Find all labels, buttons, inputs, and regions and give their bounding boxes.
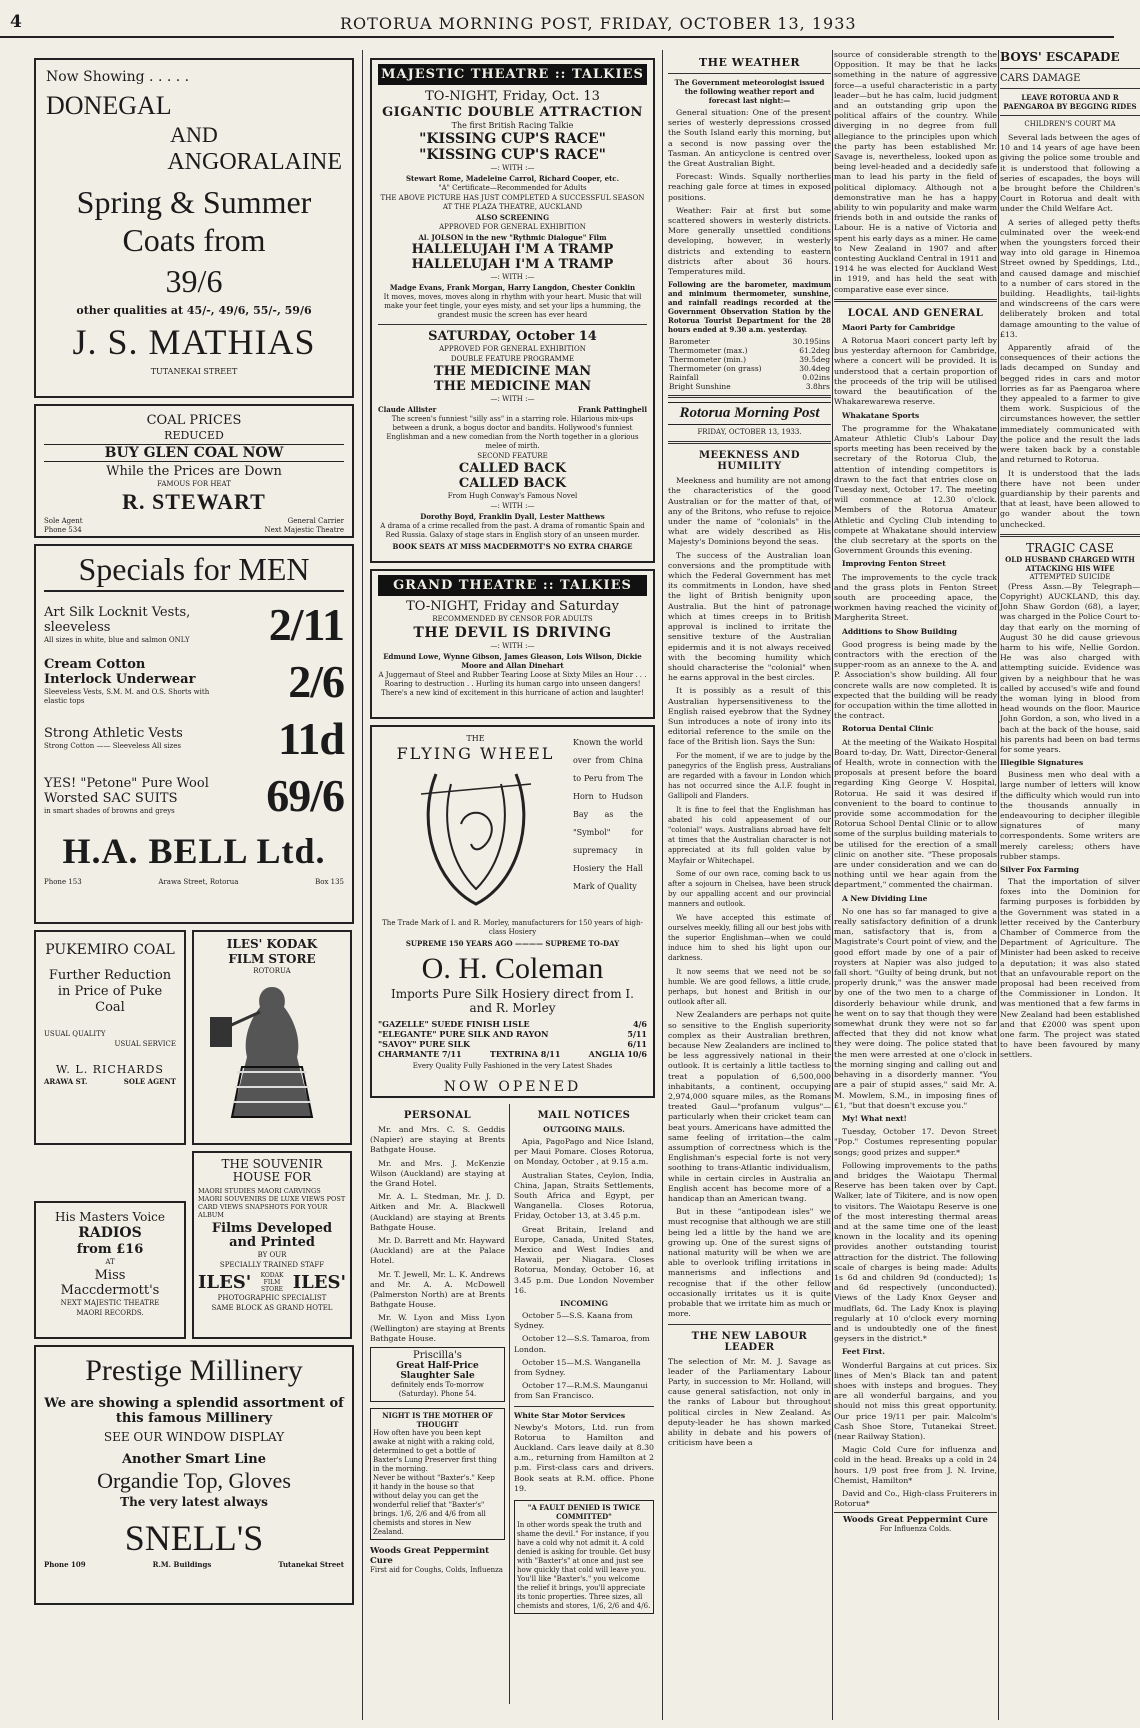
hosiery-line <box>378 1039 647 1049</box>
at-text: AT <box>105 1258 115 1266</box>
organdie-gloves: Organdie Top, Gloves <box>97 1468 291 1493</box>
local-general-heading: LOCAL AND GENERAL <box>847 307 984 319</box>
imports: Imports Pure Silk Hosiery direct from I. and R. Morley <box>391 987 634 1015</box>
window-display: SEE OUR WINDOW DISPLAY <box>103 1430 285 1444</box>
maori-figure-illustration <box>202 977 342 1127</box>
item-desc: Sleeveless Vests, S.M. M. and O.S. Shorts with elastic tops <box>44 688 210 705</box>
personal-item: Mr. and Mrs. J. McKenzie Wilson (Auckland) are staying at the Grand Hotel. <box>370 1158 505 1189</box>
news-subhead: A New Dividing Line <box>842 893 928 903</box>
old-husband: OLD HUSBAND CHARGED WITH ATTACKING HIS WIFE <box>1005 554 1135 573</box>
weather-paragraph: General situation: One of the present series of westerly depressions crossed the South Island early this morning, but a second is now passing over the Tasman. An anticyclone is centred over the Great Australian Bight. <box>668 108 831 169</box>
personal-item: Mr. A. L. Stedman, Mr. J. D. Aitken and Mr. A. Blackwell (Auckland) are staying at Brents Bathgate House. <box>370 1192 505 1232</box>
blurb: A drama of a crime recalled from the past. A drama of romantic Spain and Red Russia. Galaxy of stage stars in English story of an unseen murder. <box>380 522 645 539</box>
other-qualities: other qualities at 45/-, 49/6, 55/-, 59/6 <box>76 304 312 317</box>
rm-buildings: R.M. Buildings <box>152 1560 212 1569</box>
editorial-quote: It is fine to feel that the Englishman has abated his cold appeasement of our "colonial" ways. Australians abroad have felt at times that the Australian character is not appreciated at its full golden value by Mayfair or Whitechapel. <box>668 805 831 865</box>
item-name: Strong Athletic Vests <box>44 726 183 741</box>
weather-row <box>668 373 831 382</box>
news-item: Wonderful Bargains at cut prices. Six lines of Men's Black tan and patent shoes with insteps and brogues. They are all wonderful bargains, and you should not miss this great opportunity. Our price 19/11 per pair. Malcolm's Cash Shoe Store, Tutanekai Street. (near Railway Station). <box>834 1360 997 1441</box>
boys-escapade-heading: BOYS' ESCAPADE <box>1000 50 1120 64</box>
photographic-specialist: PHOTOGRAPHIC SPECIALIST <box>217 1294 327 1302</box>
mail-notice: Great Britain, Ireland and Europe, Canada, United States, Mexico and West Indies and Hawaii, per Niagara. Closes Rotorua, Monday, October 16, at 3.45 p.m. Due London November 16. <box>514 1224 654 1295</box>
film-title: HALLELUJAH I'M A TRAMP <box>411 242 614 257</box>
personal-heading: PERSONAL <box>403 1110 472 1121</box>
hosiery-name: TEXTRINA 8/11 <box>489 1049 561 1059</box>
also-screening: ALSO SCREENING <box>475 213 550 222</box>
film-title: CALLED BACK <box>458 476 567 491</box>
arawa-st: ARAWA ST. <box>44 1077 88 1086</box>
masthead: Rotorua Morning Post <box>668 402 831 425</box>
and-text: AND <box>170 122 218 147</box>
item-name: Art Silk Locknit Vests, sleeveless <box>44 604 191 635</box>
mathias-street: TUTANEKAI STREET <box>150 367 238 376</box>
incoming: INCOMING <box>560 1299 608 1309</box>
bell-item-3 <box>44 712 344 765</box>
baxter-text: In other words speak the truth and shame the devil." For instance, if you have a cold why not admit it. A cold denied is asking for trouble. Get busy with "Baxter's" at once and just see how quickly that cold will leave you. You'll like "Baxter's." you welcome the relief it brings, you'll appreciate its tonic properties. Three sizes, all chemists and stores, 1/6, 2/6 and 4/6. <box>517 1521 651 1611</box>
film-title: THE MEDICINE MAN <box>433 379 592 394</box>
snell-street: Tutanekai Street <box>278 1560 344 1569</box>
iles-logo-right: ILES' <box>292 1272 346 1293</box>
hosiery-line <box>378 1029 647 1039</box>
editorial-paragraph: But in these "antipodean isles" we must recognise that although we are still being led a little by the hand we are growing up. One of the surest signs of national maturity will be when we are able to overlook trifling irritations in mannerisms and inflections and recognise that if the other fellow occasionally irritates us it is quite probable that we irritate him as much or more. <box>668 1207 831 1319</box>
white-star-text: Newby's Motors, Ltd. run from Rotorua to Hamilton and Auckland. Cars leave daily at 8.30 a.m., returning from Hamilton at 2 p.m. First-class cars and drivers. Book seats at R.M. office. Phone 19. <box>514 1422 654 1493</box>
film-title: HALLELUJAH I'M A TRAMP <box>411 257 614 272</box>
news-subhead: Additions to Show Building <box>842 626 958 636</box>
woods-cure: Woods Great Peppermint Cure <box>834 1512 997 1525</box>
news-item: Good progress is being made by the contractors with the erection of the supper-room as an annexe to the A. and P. Association's show building. All four concrete walls are now completed. It is expected that the building will be ready for occupation within the time allotted in the contract. <box>834 639 997 721</box>
labour-continued: source of considerable strength to the Opposition. It may be that he lacks something in the nature of aggressive force—a useful characteristic in a party leader—but he has calm, lucid judgment and an outstanding grip upon the political affairs of the country. While diverging in no degree from full allegiance to the principles upon which the party has been established Mr. Savage is, nevertheless, looked upon as being level-headed and a decidedly safe man to lead his party in the field of political diplomacy. Although not a demonstrative man he has a happy ability to win popularity and make warm friends both in and outside the ranks of Labour. He is a native of Victoria and spent his early days as a miner. He came to New Zealand in 1907 and after contesting Auckland Central in 1911 and 1914 he was elected for Auckland West in 1919, and has held the seat with comparative ease ever since. <box>834 50 997 294</box>
usual-quality: USUAL QUALITY <box>44 1030 106 1038</box>
priscillas-ad <box>370 1347 505 1402</box>
news-item: (Press Assn.—By Telegraph—Copyright) AUCKLAND, this day. John Shaw Gordon (68), a layer, was charged in the Police Court to-day that early on the morning of August 30 he did cause grievous harm to his wife, Nellie Gordon. He was also charged with attempting suicide. Evidence was given by a neighbour that he was called by accused's wife and found the woman lying in blood from head wounds on the floor. Maurice John Gordon, a son, who lived in a bach at the back of the house, said his parents had been on bad terms for some years. <box>1000 581 1140 754</box>
bell-street: Arawa Street, Rotorua <box>158 878 239 886</box>
incoming-item: October 5—S.S. Kaana from Sydney. <box>514 1311 633 1331</box>
editorial-paragraph: The success of the Australian loan conversions and the promptitude with which the Federal Government has met its commitments in London, have shed the light of British benignity upon Australia. But the hint of patronage which at times creeps in to British approval is inclined to irritate the sensitive texture of the Australian epidermis and it is not always received with the becoming humility which should characterise the "colonial" when he earns approval in the best circles. <box>668 550 831 683</box>
item-price: 11d <box>277 713 344 764</box>
editorial-quote: For the moment, if we are to judge by the panegyrics of the English press, Australians are regarded with a favour in London which has not occurred since the A.I.F. fought in Gallipoli and Flanders. <box>668 751 831 801</box>
blurb: A Juggernaut of Steel and Rubber Tearing Loose at Sixty Miles an Hour . . . Roaring to destruction . . Hurling its human cargo into unseen dangers! There's a new kind of excitement in this hurricane of action and laughter! <box>378 671 647 697</box>
fully-fashioned: Every Quality Fully Fashioned in the very Latest Shades <box>412 1062 613 1070</box>
incoming-item: October 17—R.M.S. Maunganui from San Francisco. <box>514 1381 648 1401</box>
iles-kodak: ILES' KODAK <box>226 937 318 951</box>
film-title: CALLED BACK <box>458 461 567 476</box>
specials-for-men: Specials for MEN <box>44 551 344 592</box>
snell-ad <box>34 1345 354 1605</box>
cast: Stewart Rome, Madeleine Carrol, Richard Cooper, etc. <box>405 174 620 183</box>
with: —: WITH :— <box>490 502 535 510</box>
outgoing-mails: OUTGOING MAILS. <box>543 1125 625 1134</box>
tonight: TO-NIGHT, Friday, Oct. 13 <box>425 89 600 104</box>
kodak-film-store: KODAK FILM STORE <box>260 1272 284 1293</box>
miss-macdermott: Miss Maccdermott's <box>60 1268 160 1298</box>
weather-paragraph: Forecast: Winds. Squally northerlies reaching gale force at times in exposed positions. <box>668 172 831 202</box>
news-subhead: Maori Party for Cambridge <box>842 322 956 332</box>
hosiery-line <box>378 1019 647 1029</box>
news-item: At the meeting of the Waikato Hospital Board to-day, Dr. Watt, Director-General of Health, wrote in connection with the proposals at present before the board regarding King George V. Hospital, Rotorua. He said it was desired if convenient to the board to continue to provide some accommodation for the Rotorua School Dental Clinic or to allow some of the surplus building materials to be utilised for the erection of a small clinic on another site. "These proposals are under consideration and we can do nothing until we hear again from the department," commented the chairman. <box>834 737 997 890</box>
hosiery-name: "GAZELLE" SUEDE FINISH LISLE <box>378 1019 530 1029</box>
sale-ends: definitely ends To-morrow (Saturday). Phone 54. <box>391 1381 484 1399</box>
item-name: Cream Cotton Interlock Underwear <box>44 657 196 687</box>
cars-damaged: CARS DAMAGE <box>1000 73 1081 84</box>
trained-staff: SPECIALLY TRAINED STAFF <box>219 1261 325 1269</box>
hosiery-line <box>378 1049 647 1059</box>
hosiery-name: ANGLIA 10/6 <box>588 1049 647 1059</box>
mail-column <box>514 1104 654 1704</box>
bell-item-1 <box>44 598 344 651</box>
grand-banner: GRAND THEATRE :: TALKIES <box>378 575 647 596</box>
usual-service: USUAL SERVICE <box>114 1040 176 1048</box>
news-item: A series of alleged petty thefts culminated over the week-end when the youngsters forced their way into old garage in Hinemoa Street owned by Speddings, Ltd., and caused damage and mischief to a number of cars stored in the building. Headlights, tail-lights and windscreens of the cars were deliberately broken and total damage amounting to the value of £13. <box>1000 217 1140 339</box>
personal-item: Mr. and Mrs. C. S. Geddis (Napier) are staying at Brents Bathgate House. <box>370 1125 505 1155</box>
now-showing: Now Showing . . . . . <box>46 69 190 85</box>
column-2 <box>370 58 655 1718</box>
editorial-paragraph: The selection of Mr. M. J. Savage as leader of the Parliamentary Labour Party, in succession to Mr. Holland, will cause general satisfaction, not only in the ranks of Labour but throughout political circles in New Zealand. As deputy-leader he has shown marked ability in debate and his powers of criticism have been a <box>668 1356 831 1448</box>
weather-cell: 3.8hrs <box>805 382 830 392</box>
coat-price: 39/6 <box>165 263 223 299</box>
coal-prices: COAL PRICES <box>146 413 242 428</box>
page-title: ROTORUA MORNING POST, FRIDAY, OCTOBER 13, 1933 <box>340 14 857 33</box>
bell-item-4 <box>44 769 344 822</box>
donegal: DONEGAL <box>46 91 172 120</box>
mail-heading: MAIL NOTICES <box>537 1110 631 1121</box>
begging-rides: LEAVE ROTORUA AND R PAENGAROA BY BEGGING RIDES <box>1003 93 1137 111</box>
while-prices-down: While the Prices are Down <box>106 464 282 479</box>
another-line: Another Smart Line <box>121 1452 267 1467</box>
with: —: WITH :— <box>490 273 535 281</box>
weather-intro: The Government meteorologist issued the following weather report and forecast last night:— <box>674 78 825 105</box>
radios: RADIOS <box>78 1225 142 1241</box>
news-subhead: Improving Fenton Street <box>842 559 946 569</box>
racing-talkie: The first British Racing Talkie <box>451 121 574 130</box>
baxter-text: How often have you been kept awake at night with a raking cold, determined to get a bottle of Baxter's Lung Preserver first thing in the morning. <box>373 1429 497 1474</box>
weather-cell: Thermometer (min.) <box>669 355 747 365</box>
bell-ad <box>34 544 354 924</box>
personal-item: Mr. D. Barrett and Mr. Hayward (Auckland) are at the Palace Hotel. <box>370 1236 505 1266</box>
now-opened: NOW OPENED <box>443 1079 582 1095</box>
item-name: YES! "Petone" Pure Wool Worsted SAC SUITS <box>44 775 209 806</box>
cast: Claude Allister <box>378 405 437 414</box>
weather-cell: Rainfall <box>669 373 699 383</box>
general-carrier: General Carrier <box>287 517 344 525</box>
film-store: FILM STORE <box>228 952 316 966</box>
stewart-phone: Phone 534 <box>44 526 82 534</box>
weather-row <box>668 364 831 373</box>
certificate: "A" Certificate—Recommended for Adults <box>438 184 587 192</box>
with: —: WITH :— <box>490 395 535 403</box>
snell-phone: Phone 109 <box>44 1560 86 1569</box>
mail-notice: Australian States, Ceylon, India, China, Japan, Straits Settlements, South Africa and Egypt, per Wanganella. Closes Rotorua, Friday, October 13, at 3.45 p.m. <box>514 1170 654 1221</box>
souvenir-ad <box>192 1151 352 1339</box>
incoming-item: October 15—M.S. Wanganella from Sydney. <box>514 1357 641 1378</box>
season-note: THE ABOVE PICTURE HAS JUST COMPLETED A SUCCESSFUL SEASON AT THE PLAZA THEATRE, AUCKLAND <box>380 194 645 211</box>
grand-tonight: TO-NIGHT, Friday and Saturday <box>406 599 619 614</box>
weather-cell: 61.2deg <box>799 346 830 356</box>
childrens-court: CHILDREN'S COURT MA <box>1024 120 1116 128</box>
priscillas: Priscilla's <box>413 1350 462 1362</box>
news-subhead: Feet First. <box>842 1347 885 1357</box>
majestic-ad <box>370 58 655 563</box>
weather-cell: 30.4deg <box>799 364 830 374</box>
column-5 <box>1000 50 1140 1720</box>
buy-glen-coal: BUY GLEN COAL NOW <box>44 444 344 462</box>
weather-cell: Thermometer (max.) <box>669 346 748 356</box>
hosiery-price: 4/6 <box>632 1019 647 1029</box>
personal-item: Mr. W. Lyon and Miss Lyon (Wellington) are staying at Brents Bathgate House. <box>370 1313 505 1343</box>
weather-readings-table <box>668 337 831 391</box>
the-text: THE <box>466 734 485 743</box>
item-desc: All sizes in white, blue and salmon ONLY <box>44 635 190 644</box>
famous-for-heat: FAMOUS FOR HEAT <box>157 480 231 488</box>
with: —: WITH :— <box>490 642 535 650</box>
editorial-heading: MEEKNESS AND HUMILITY <box>698 450 801 473</box>
latest-always: The very latest always <box>120 1495 268 1509</box>
book-seats: BOOK SEATS AT MISS MACDERMOTT'S NO EXTRA CHARGE <box>392 542 633 551</box>
page-number: 4 <box>10 12 22 32</box>
next-majestic: Next Majestic Theatre <box>264 526 344 534</box>
news-item: Tuesday, October 17. Devon Street "Pop." Costumes representing popular songs; good prizes and supper.* <box>834 1127 997 1157</box>
weather-row <box>668 382 831 391</box>
editorial-paragraph: Meekness and humility are not among the characteristics of the good Australian or for the matter of that, of any of the Britons, who refuse to rejoice under the name of "colonials" in the what are widely described as His Majesty's Dominions beyond the seas. <box>668 476 831 547</box>
mathias-name: J. S. MATHIAS <box>72 322 316 362</box>
pukemiro-sole-agent: SOLE AGENT <box>123 1077 176 1086</box>
films-developed: Films Developed and Printed <box>211 1221 333 1250</box>
further-reduction: Further Reduction in Price of Puke Coal <box>48 968 172 1015</box>
supreme: SUPREME 150 YEARS AGO ———— SUPREME TO-DAY <box>405 939 620 948</box>
flying-wheel-logo <box>378 733 573 918</box>
cast: Edmund Lowe, Wynne Gibson, James Gleason, Lois Wilson, Dickie Moore and Allan Dinehart <box>383 652 642 670</box>
reduced: REDUCED <box>164 429 224 442</box>
iles-kodak-ad <box>192 930 352 1145</box>
film-title: THE DEVIL IS DRIVING <box>413 625 612 641</box>
night-mother: NIGHT IS THE MOTHER OF THOUGHT <box>382 1411 493 1430</box>
hosiery-name: "ELEGANTE" PURE SILK AND RAYON <box>378 1029 549 1039</box>
flying-wheel-icon <box>416 764 536 914</box>
bell-phone: Phone 153 <box>44 878 82 886</box>
news-item: Several lads between the ages of 10 and 14 years of age have been giving the police some trouble and it is understood that following a series of escapades, the boys will be brought before the Children's Court in Rotorua and dealt with under the Child Welfare Act. <box>1000 133 1140 214</box>
grand-ad <box>370 569 655 719</box>
hosiery-price: 5/11 <box>627 1029 647 1039</box>
item-price: 2/11 <box>268 599 344 650</box>
weather-cell: 39.5deg <box>799 355 830 365</box>
weather-cell: Bright Sunshine <box>669 382 731 392</box>
double-attraction: GIGANTIC DOUBLE ATTRACTION <box>382 105 643 120</box>
weather-cell: Barometer <box>669 337 710 347</box>
column-4 <box>834 50 997 1720</box>
mail-notice: Apia, PagoPago and Nice Island, per Maui Pomare. Closes Rotorua, on Monday, October , at 9.15 a.m. <box>514 1137 654 1167</box>
blurb: It moves, moves, moves along in rhythm with your heart. Music that will make your feet tingle, your eyes misty, and set your lips a humming, the grandest music the screen has ever heard <box>383 293 642 319</box>
baxter-text: Never be without "Baxter's." Keep it handy in the house so that without delay you can get the wonderful relief that "Baxter's" brings. 1/6, 2/6 and 4/6 from all chemists and stores in New Zealand. <box>373 1474 495 1537</box>
hosiery-name: "SAVOY" PURE SILK <box>378 1039 470 1049</box>
woods-first-aid: First aid for Coughs, Colds, Influenza <box>370 1566 503 1575</box>
double-feature: DOUBLE FEATURE PROGRAMME <box>450 355 575 363</box>
woods-cure: Woods Great Peppermint Cure <box>370 1546 490 1567</box>
incoming-item: October 12—S.S. Tamaroa, from London. <box>514 1334 650 1354</box>
personal-items <box>370 1125 505 1344</box>
news-subhead: My! What next! <box>842 1113 907 1123</box>
stewart-coal-ad <box>34 404 354 538</box>
weather-row <box>668 337 831 346</box>
news-item: Following improvements to the paths and bridges the Waiotapu Thermal Reserve has been taken over by Capt. Walker, late of Tikitere, and is now open to visitors. The Waiotapu Reserve is one of the most interesting thermal areas and at the same time one of the least known in the locality and its opening provides another outstanding tourist attraction for the district. The following scale of charges is being made: Adults 1s 6d and children 9d (conducted); 1s and 6d respectively (unconducted). Views of the Lady Knox Geyser and mudflats, 6d. The Lady Knox is playing regularly at 10 o'clock every morning and is undoubtedly one of the finest geysers in the district.* <box>834 1160 997 1344</box>
column-1 <box>34 58 354 1718</box>
splendid-assortment: We are showing a splendid assortment of this famous Millinery <box>44 1396 344 1426</box>
coats-from: Coats from <box>122 222 266 258</box>
news-item: Business men who deal with a large number of letters will know the difficulty which would run into the thousands annually in endeavouring to decipher illegible signatures of many correspondents. Some writers are merely careless; others have rubber stamps. <box>1000 770 1140 861</box>
approved: APPROVED FOR GENERAL EXHIBITION <box>439 223 586 231</box>
personal-mail-block <box>370 1104 655 1704</box>
by-our: BY OUR <box>257 1251 287 1259</box>
angoralaine: ANGORALAINE <box>167 149 342 175</box>
blurb: The screen's funniest "silly ass" in a starring role. Hilarious mix-ups between a drunk, a bogus doctor and bandits. Hollywood's funniest Englishman and a new comedian from the North together in a glorious melee of mirth. <box>386 415 639 450</box>
news-item: David and Co., High-class Fruiterers in Rotorua* <box>834 1489 997 1509</box>
labour-leader-heading: THE NEW LABOUR LEADER <box>691 1330 808 1353</box>
stewart-name: R. STEWART <box>122 489 266 514</box>
hosiery-price: 6/11 <box>627 1039 647 1049</box>
trade-mark: The Trade Mark of I. and R. Morley, manufacturers for 150 years of high-class Hosiery <box>382 919 643 936</box>
same-block: SAME BLOCK AS GRAND HOTEL <box>211 1304 333 1312</box>
column-3 <box>668 50 831 1720</box>
tragic-case-heading: TRAGIC CASE <box>1026 540 1114 555</box>
souvenir-list: MAORI STUDIES MAORI CARVINGS MAORI SOUVENIRS DE LUXE VIEWS POST CARD VIEWS SNAPSHOTS FOR YOUR ALBUM <box>198 1187 346 1219</box>
mathias-ad <box>34 58 354 398</box>
news-subhead: Rotorua Dental Clinic <box>842 724 934 734</box>
woods-influenza: For Influenza Colds. <box>879 1525 952 1534</box>
item-desc: Strong Cotton —— Sleeveless All sizes <box>44 742 181 750</box>
spring-summer: Spring & Summer <box>76 184 312 220</box>
item-price: 2/6 <box>288 656 344 707</box>
maori-records: MAORI RECORDS. <box>76 1309 144 1317</box>
with: —: WITH :— <box>490 164 535 172</box>
weather-readings-note: Following are the barometer, maximum and minimum thermometer, sunshine, and rainfall readings recorded at the Government Observation Station by the Rotorua Tourist Department for the 28 hours ended at 9.30 a.m. yesterday. <box>668 280 831 335</box>
richards-name: W. L. RICHARDS <box>56 1063 164 1076</box>
editorial-paragraph: It is possibly as a result of this Australian hypersensitiveness to the English raised eyebrow that the Sydney Sun introduces a note of irony into its editorial reference to the smile on the face of the British lion. Says the Sun: <box>668 686 831 747</box>
cast: Dorothy Boyd, Franklin Dyall, Lester Matthews <box>420 512 605 521</box>
editorial-quote: Some of our own race, coming back to us after a sojourn in Chelsea, have been struck by our appalling accent and our provincial manners and outlook. <box>668 869 831 909</box>
sole-agent: Sole Agent <box>44 517 83 525</box>
majestic-banner: MAJESTIC THEATRE :: TALKIES <box>378 64 647 85</box>
film-title: "KISSING CUP'S RACE" <box>419 131 606 147</box>
weather-cell: 0.02ins <box>802 373 830 383</box>
radio-price: from £16 <box>76 1242 144 1257</box>
item-price: 69/6 <box>266 770 344 821</box>
pukemiro-title: PUKEMIRO COAL <box>45 942 175 958</box>
novel: From Hugh Conway's Famous Novel <box>447 492 578 500</box>
snells-name: SNELL'S <box>124 1518 264 1558</box>
weather-row <box>668 346 831 355</box>
weather-row <box>668 355 831 364</box>
white-star-heading: White Star Motor Services <box>514 1410 626 1420</box>
baxters-ad-2 <box>514 1500 654 1614</box>
news-item: Apparently afraid of the consequences of their actions the lads decamped on Sunday and begged rides in cars and motor lorries as far as Paengaroa where they appealed to a farmer to give them work. Suspicious of the circumstances however, the settler immediately communicated with the police and the result the lads were taken back by a constable and returned to Rotorua. <box>1000 343 1140 465</box>
editorial-quote: We have accepted this estimate of ourselves meekly, filling all our best jobs with the superior Englishman—when we could induce him to shed his light upon our darkness. <box>668 913 831 963</box>
news-item: The improvements to the cycle track and the grass plots in Fenton Street south are proceeding apace, the workmen having reached the vicinity of Margherita Street. <box>834 572 997 623</box>
page-header <box>0 8 1114 38</box>
rotorua: ROTORUA <box>253 967 291 975</box>
masthead-date: FRIDAY, OCTOBER 13, 1933. <box>697 428 802 437</box>
personal-column <box>370 1104 510 1704</box>
weather-paragraph: Weather: Fair at first but some scattered showers in westerly districts. More generally unsettled conditions developing, however, in westerly districts and extending to eastern districts after about 36 hours. Temperatures mild. <box>668 205 831 277</box>
his-masters-voice: His Masters Voice <box>55 1210 165 1224</box>
news-subhead: Silver Fox Farming <box>1000 865 1080 874</box>
attempted-suicide: ATTEMPTED SUICIDE <box>1029 572 1111 581</box>
slaughter-sale: Great Half-Price Slaughter Sale <box>396 1361 479 1382</box>
bell-box: Box 135 <box>315 878 344 886</box>
news-item: The programme for the Whakatane Amateur Athletic Club's Labour Day sports meeting has been received by the secretary of the Rotorua Club, the attention of intending competitors is drawn to the fact that entries close on Tuesday next, October 17. The meeting will commence at 12.30 o'clock. Members of the Rotorua Amateur Athletic and Cycling Club intending to compete at Whakatane should interview the club secretary at the sports on the Government Grounds this evening. <box>834 423 997 556</box>
prestige-millinery: Prestige Millinery <box>85 1354 303 1387</box>
cast: Madge Evans, Frank Morgan, Harry Langdon, Chester Conklin <box>389 283 636 292</box>
bell-name: H.A. BELL Ltd. <box>62 831 326 871</box>
editorial-quote: It now seems that we need not be so humble. We are good fellows, a little crude, perhaps, but honest and British in our outlook after all. <box>668 967 831 1007</box>
approved: APPROVED FOR GENERAL EXHIBITION <box>439 345 586 353</box>
news-item: A Rotorua Maori concert party left by bus yesterday afternoon for Cambridge, where a concert will be provided. It is understood that a certain proportion of the proceeds of the trip will be utilised toward the beautification of the Whakarewarewa reserve. <box>834 336 997 407</box>
weather-cell: Thermometer (on grass) <box>669 364 762 374</box>
second-feature: SECOND FEATURE <box>477 452 548 460</box>
baxters-ad-1 <box>370 1408 505 1540</box>
flying-wheel: FLYING WHEEL <box>396 744 555 763</box>
fault-denied: "A FAULT DENIED IS TWICE COMMITTED" <box>527 1503 641 1522</box>
news-item: No one has so far managed to give a really satisfactory definition of a drunk man, satisfactory that is, from a Magistrate's Court point of view, and the good effort made by one of a pair of roysters at Napier was also judged to fall short. "Guilty of being drunk, but not properly drunk," was the answer made by one of the two men to a charge of disorderly behaviour while drunk, and he went on to say that though they were somewhat drunk they were not so far affected that they did not know what they were doing. The police stated that the men were arrested at one o'clock in the morning singing and calling out and behaving in a disorderly manner. "You are a pair of stupid asses," said Mr. A. M. Mowlem, S.M., in imposing fines of £1, "but that doesn't excuse you." <box>834 906 997 1110</box>
recommended: RECOMMENDED BY CENSOR FOR ADULTS <box>432 615 593 623</box>
news-item: Magic Cold Cure for influenza and cold in the head. Breaks up a cold in 24 hours. 1/9 post free from J. N. Irvine, Chemist, Hamilton* <box>834 1445 997 1485</box>
saturday: SATURDAY, October 14 <box>428 329 597 344</box>
editorial-paragraph: New Zealanders are perhaps not quite so sensitive to the English superiority complex as their Australian brethren, because New Zealanders are inclined to be less aggressively national in their outlook. It is certainly a little tactless to treat a population of 6,500,000 inhabitants, a continent, occupying 2,974,000 square miles, as the Romans treated Gaul—"profanum vulgus"—particularly when their cricket team can beat yours. Americans have admitted the same feeling of irritation—the calm assumption of correctness which is the Englishman's especial forte is not very soothing to trans-Atlantic individualism, while in certain circles in Australia an English accent has become more of a handicap than an American twang. <box>668 1010 831 1204</box>
news-item: It is understood that the lads there have not been under guardianship by their parents and that at least, have been allowed to go wander about the town unchecked. <box>1000 468 1140 529</box>
souvenir-house: THE SOUVENIR HOUSE FOR <box>221 1157 323 1184</box>
weather-cell: 30.195ins <box>792 337 830 347</box>
coleman-name: O. H. Coleman <box>421 952 604 985</box>
jolson: Al. JOLSON in the new "Rythmic Dialogue" Film <box>418 233 607 242</box>
coleman-side-text: Known the world over from China to Peru from The Horn to Hudson Bay as the "Symbol" for supremacy in Hosiery the Hall Mark of Quality <box>573 738 643 891</box>
hosiery-name: CHARMANTE 7/11 <box>378 1049 462 1059</box>
lower-ads-row <box>34 930 354 1345</box>
item-desc: in smart shades of browns and greys <box>44 806 175 815</box>
radio-location: NEXT MAJESTIC THEATRE <box>60 1299 160 1307</box>
weather-heading: THE WEATHER <box>698 56 801 69</box>
film-title: "KISSING CUP'S RACE" <box>419 147 606 163</box>
radio-ad <box>34 1201 186 1339</box>
news-subhead: Illegible Signatures <box>1000 758 1084 768</box>
news-subhead: Whakatane Sports <box>842 410 920 420</box>
film-title: THE MEDICINE MAN <box>433 364 592 379</box>
pukemiro-ad <box>34 930 186 1145</box>
news-item: That the importation of silver foxes into the Dominion for farming purposes is forbidden by the Government was stated in a letter received by the Canterbury Chamber of Commerce from the Department of Agriculture. The Minister had been asked to receive a deputation; it was also stated that an unfavourable report on the proposal had been received from the Commissioner in London. It was mentioned that a few farms in New Zealand had been established and that £2000 was spent upon one farm. The project was stated to have been favoured by many settlers. <box>1000 877 1140 1060</box>
bell-item-2 <box>44 655 344 708</box>
personal-item: Mr. T. Jewell, Mr. L. K. Andrews and Mr. A. A. McDowell (Palmerston North) are at Brents Bathgate House. <box>370 1269 505 1310</box>
coleman-ad <box>370 725 655 1098</box>
iles-logo-left: ILES' <box>198 1272 252 1293</box>
cast: Frank Pattinghell <box>577 405 647 414</box>
